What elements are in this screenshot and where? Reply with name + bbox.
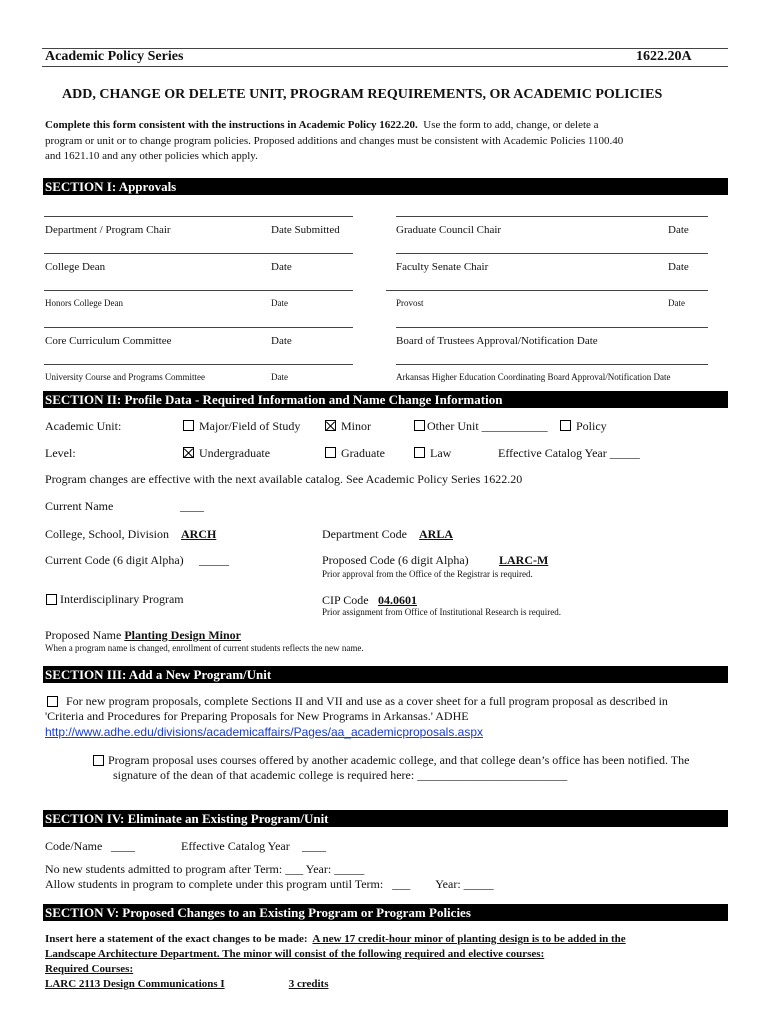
college-label: College, School, Division <box>45 527 169 541</box>
undergraduate-label: Undergraduate <box>199 446 271 460</box>
signature-line-left[interactable] <box>44 216 353 217</box>
approval-left-date: Date <box>271 372 288 382</box>
effective-note: Program changes are effective with the next available catalog. See Academic Policy Series 1622.20 <box>45 472 523 486</box>
adhe-link[interactable]: http://www.adhe.edu/divisions/academicaffairs/Pages/aa_academicproposals.aspx <box>45 725 484 739</box>
allow-year-field[interactable]: _____ <box>463 877 494 891</box>
intro-line-3: and 1621.10 and any other policies which apply. <box>45 150 258 162</box>
signature-line-right[interactable] <box>396 253 708 254</box>
series-label: Academic Policy Series <box>45 49 184 64</box>
proposed-code-label: Proposed Code (6 digit Alpha) <box>322 553 469 567</box>
proposed-name-note: When a program name is changed, enrollment of current students reflects the new name. <box>45 643 364 653</box>
intro-rest: Use the form to add, change, or delete a <box>423 119 599 131</box>
statement-text-1[interactable]: A new 17 credit-hour minor of planting design is to be added in the <box>312 933 626 945</box>
intro-bold: Complete this form consistent with the instructions in Academic Policy 1622.20. <box>45 119 418 131</box>
signature-line-left[interactable] <box>44 364 353 365</box>
cip-code-note: Prior assignment from Office of Institutional Research is required. <box>322 607 562 617</box>
approval-left-label: Department / Program Chair <box>45 224 171 236</box>
signature-line-right[interactable] <box>386 290 708 291</box>
proposed-code-note: Prior approval from the Office of the Registrar is required. <box>322 569 533 579</box>
current-name-label: Current Name <box>45 499 114 513</box>
code-name-field[interactable]: ____ <box>111 839 135 853</box>
approval-right-label: Arkansas Higher Education Coordinating Board Approval/Notification Date <box>396 372 671 382</box>
required-courses-heading: Required Courses: <box>45 963 134 975</box>
approval-right-label: Provost <box>396 298 424 308</box>
other-unit-label: Other Unit ___________ <box>427 419 548 433</box>
approval-right-date: Date <box>668 261 689 273</box>
proposed-name-label: Proposed Name <box>45 628 122 642</box>
other-college-text-line-2: signature of the dean of that academic college is required here: _________________________ <box>113 768 568 782</box>
approval-left-date: Date <box>271 298 288 308</box>
approval-left-date: Date Submitted <box>271 224 340 236</box>
section-5-header: SECTION V: Proposed Changes to an Existing Program or Program Policies <box>43 904 728 921</box>
approval-left-date: Date <box>271 335 292 347</box>
proposed-name-row <box>45 628 241 643</box>
signature-line-left[interactable] <box>44 327 353 328</box>
current-name-field[interactable]: ____ <box>180 499 204 513</box>
approval-right-label: Graduate Council Chair <box>396 224 502 236</box>
signature-line-left[interactable] <box>44 253 353 254</box>
allow-term-field[interactable]: ___ <box>392 877 411 891</box>
approval-right-date: Date <box>668 298 685 308</box>
minor-checkbox[interactable] <box>325 420 336 431</box>
approval-left-label: Core Curriculum Committee <box>45 335 172 347</box>
law-checkbox[interactable] <box>414 447 425 458</box>
intro-line-1 <box>45 119 599 131</box>
approval-left-date: Date <box>271 261 292 273</box>
signature-line-right[interactable] <box>396 216 708 217</box>
no-new-students-line: No new students admitted to program after Term: ___ Year: _____ <box>45 862 365 876</box>
effective-catalog-year[interactable]: Effective Catalog Year _____ <box>498 446 640 460</box>
cip-code-value[interactable]: 04.0601 <box>378 593 417 607</box>
course-credits: 3 credits <box>288 978 329 990</box>
approval-left-label: College Dean <box>45 261 106 273</box>
header-bottom-rule <box>42 66 728 67</box>
major-checkbox[interactable] <box>183 420 194 431</box>
statement-lead: Insert here a statement of the exact changes to be made: <box>45 933 308 945</box>
interdisciplinary-label: Interdisciplinary Program <box>60 592 184 606</box>
statement-text-2[interactable]: Landscape Architecture Department. The minor will consist of the following required and elective courses: <box>45 948 545 960</box>
form-title: ADD, CHANGE OR DELETE UNIT, PROGRAM REQUIREMENTS, OR ACADEMIC POLICIES <box>62 87 663 102</box>
new-program-checkbox[interactable] <box>47 696 58 707</box>
interdisciplinary-checkbox[interactable] <box>46 594 57 605</box>
level-label: Level: <box>45 446 76 460</box>
other-college-checkbox[interactable] <box>93 755 104 766</box>
signature-line-right[interactable] <box>396 327 708 328</box>
statement-line-1 <box>45 933 626 945</box>
cip-code-label: CIP Code <box>322 593 369 607</box>
allow-students-line <box>45 877 494 892</box>
course-row <box>45 978 329 990</box>
signature-line-right[interactable] <box>396 364 708 365</box>
intro-line-2: program or unit or to change program policies. Proposed additions and changes must be consistent with Academic Policies 1100.40 <box>45 135 624 147</box>
approval-left-label: Honors College Dean <box>45 298 123 308</box>
department-code-value[interactable]: ARLA <box>419 527 454 541</box>
section-4-header: SECTION IV: Eliminate an Existing Program/Unit <box>43 810 728 827</box>
major-label: Major/Field of Study <box>199 419 301 433</box>
approval-right-date: Date <box>668 224 689 236</box>
policy-label: Policy <box>576 419 607 433</box>
signature-line-left[interactable] <box>44 290 353 291</box>
law-label: Law <box>430 446 452 460</box>
policy-checkbox[interactable] <box>560 420 571 431</box>
eliminate-catalog-label: Effective Catalog Year <box>181 839 290 853</box>
academic-unit-label: Academic Unit: <box>45 419 122 433</box>
college-value[interactable]: ARCH <box>181 527 217 541</box>
approval-left-label: University Course and Programs Committee <box>45 372 205 382</box>
current-code-label: Current Code (6 digit Alpha) <box>45 553 184 567</box>
section-3-header: SECTION III: Add a New Program/Unit <box>43 666 728 683</box>
undergraduate-checkbox[interactable] <box>183 447 194 458</box>
proposed-code-value[interactable]: LARC-M <box>499 553 549 567</box>
course-name: LARC 2113 Design Communications I <box>45 978 225 990</box>
minor-label: Minor <box>341 419 371 433</box>
graduate-label: Graduate <box>341 446 385 460</box>
approval-right-label: Faculty Senate Chair <box>396 261 489 273</box>
section-1-header: SECTION I: Approvals <box>43 178 728 195</box>
section-2-header: SECTION II: Profile Data - Required Information and Name Change Information <box>43 391 728 408</box>
current-code-field[interactable]: _____ <box>199 553 229 567</box>
graduate-checkbox[interactable] <box>325 447 336 458</box>
new-program-text-line-2: 'Criteria and Procedures for Preparing Proposals for New Programs in Arkansas.' ADHE <box>45 709 469 723</box>
approval-right-label: Board of Trustees Approval/Notification Date <box>396 335 598 347</box>
allow-students-text: Allow students in program to complete under this program until Term: <box>45 877 384 891</box>
department-code-label: Department Code <box>322 527 407 541</box>
eliminate-catalog-field[interactable]: ____ <box>302 839 326 853</box>
other-unit-checkbox[interactable] <box>414 420 425 431</box>
other-college-text-line-1: Program proposal uses courses offered by another academic college, and that college dean’s office has been notified. The <box>108 753 690 767</box>
new-program-text-line-1: For new program proposals, complete Sections II and VII and use as a cover sheet for a full program proposal as described in <box>66 694 668 708</box>
policy-number: 1622.20A <box>636 49 692 64</box>
proposed-name-value[interactable]: Planting Design Minor <box>124 628 241 642</box>
code-name-label: Code/Name <box>45 839 103 853</box>
allow-year-label: Year: <box>435 877 461 891</box>
